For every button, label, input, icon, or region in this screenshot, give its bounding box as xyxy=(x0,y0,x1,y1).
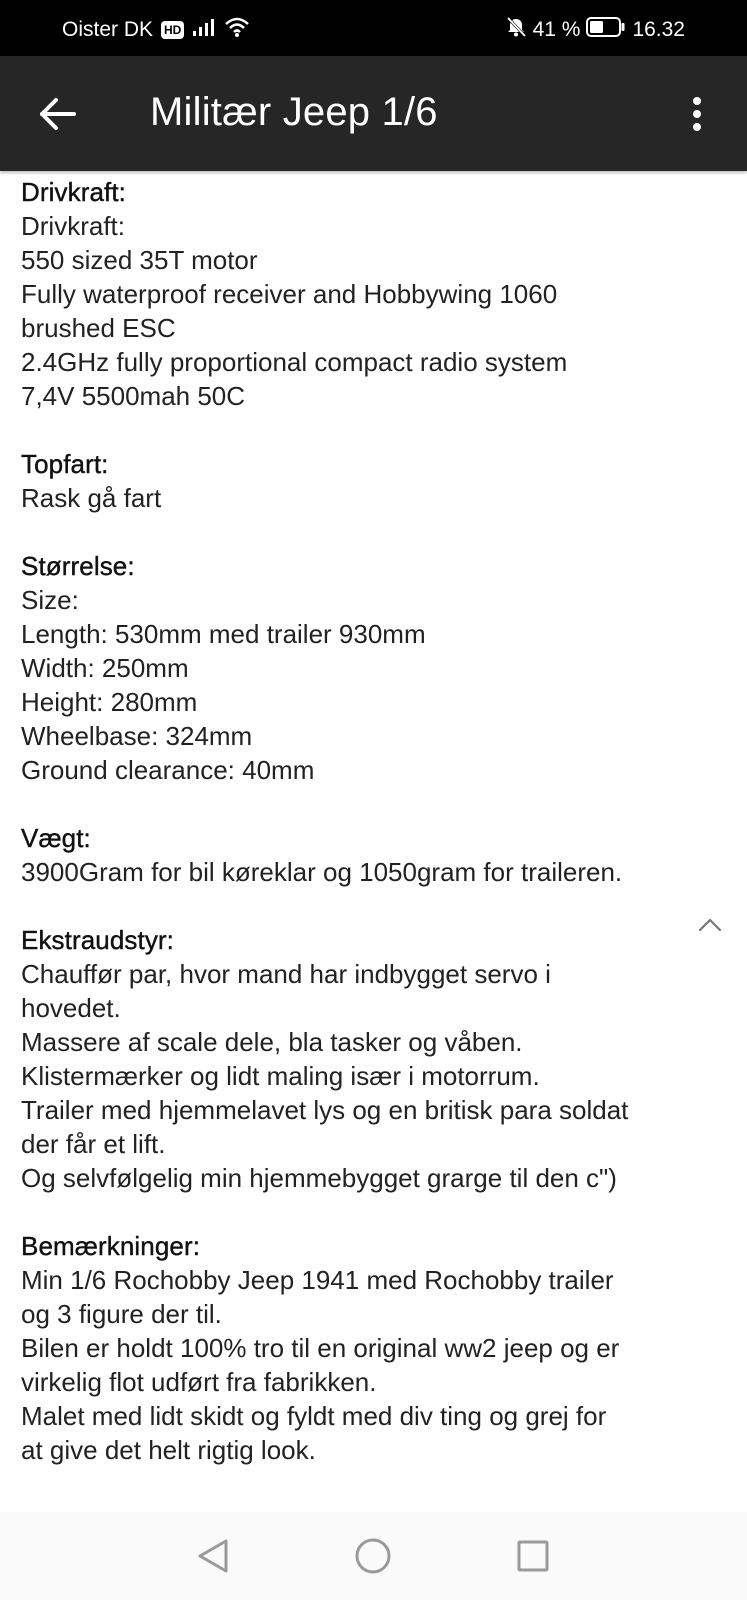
clock: 16.32 xyxy=(632,18,685,41)
hd-badge: HD xyxy=(161,21,184,39)
section-line: at give det helt rigtig look. xyxy=(21,1435,316,1465)
section-line: 3900Gram for bil køreklar og 1050gram for traileren. xyxy=(21,857,623,887)
section-line: Drivkraft: xyxy=(21,211,125,241)
back-button[interactable] xyxy=(36,92,80,136)
section-heading: Bemærkninger: xyxy=(21,1231,201,1261)
carrier-name: Oister DK xyxy=(62,18,154,41)
details-content xyxy=(21,175,711,1501)
app-bar xyxy=(0,56,747,171)
section-line: Size: xyxy=(21,585,79,615)
section-heading: Vægt: xyxy=(21,823,91,853)
section-heading: Topfart: xyxy=(21,449,109,479)
nav-recents-button[interactable] xyxy=(511,1534,555,1578)
section-line: 7,4V 5500mah 50C xyxy=(21,381,246,411)
section-line: Width: 250mm xyxy=(21,653,189,683)
section-line: Klistermærker og lidt maling især i motorrum. xyxy=(21,1061,540,1091)
system-nav-bar xyxy=(0,1512,747,1600)
section-line: og 3 figure der til. xyxy=(21,1299,222,1329)
section-line: 2.4GHz fully proportional compact radio system xyxy=(21,347,568,377)
section-topfart xyxy=(21,447,711,515)
section-line: der får et lift. xyxy=(21,1129,166,1159)
section-line: 550 sized 35T motor xyxy=(21,245,258,275)
more-vertical-icon xyxy=(691,96,703,132)
scroll-to-top-button[interactable] xyxy=(696,916,724,934)
section-line: Trailer med hjemmelavet lys og en britisk para soldat xyxy=(21,1095,629,1125)
section-heading: Ekstraudstyr: xyxy=(21,925,175,955)
signal-icon xyxy=(192,17,216,43)
battery-icon xyxy=(586,16,626,44)
status-right xyxy=(505,16,685,44)
section-line: Rask gå fart xyxy=(21,483,162,513)
status-bar xyxy=(0,0,747,56)
section-line: Min 1/6 Rochobby Jeep 1941 med Rochobby trailer xyxy=(21,1265,614,1295)
page-title: Militær Jeep 1/6 xyxy=(150,90,438,134)
section-line: brushed ESC xyxy=(21,313,176,343)
section-heading: Størrelse: xyxy=(21,551,135,581)
section-bemaerkninger xyxy=(21,1229,711,1467)
nav-home-icon xyxy=(354,1537,392,1575)
section-line: Height: 280mm xyxy=(21,687,198,717)
section-line: virkelig flot udført fra fabrikken. xyxy=(21,1367,377,1397)
section-heading: Drivkraft: xyxy=(21,177,126,207)
nav-recents-icon xyxy=(516,1539,550,1573)
section-line: Chauffør par, hvor mand har indbygget servo i xyxy=(21,959,551,989)
nav-back-button[interactable] xyxy=(191,1534,235,1578)
status-left xyxy=(62,16,250,44)
arrow-left-icon xyxy=(39,97,77,131)
section-line: Malet med lidt skidt og fyldt med div ting og grej for xyxy=(21,1401,607,1431)
overflow-menu-button[interactable] xyxy=(687,92,707,136)
wifi-icon xyxy=(224,16,250,44)
section-line: Fully waterproof receiver and Hobbywing 1060 xyxy=(21,279,558,309)
section-line: hovedet. xyxy=(21,993,121,1023)
section-line: Length: 530mm med trailer 930mm xyxy=(21,619,426,649)
section-stoerrelse xyxy=(21,549,711,787)
section-line: Og selvfølgelig min hjemmebygget grarge til den c") xyxy=(21,1163,617,1193)
nav-back-icon xyxy=(196,1538,230,1574)
section-line: Wheelbase: 324mm xyxy=(21,721,253,751)
nav-home-button[interactable] xyxy=(351,1534,395,1578)
section-drivkraft xyxy=(21,175,711,413)
section-line: Ground clearance: 40mm xyxy=(21,755,315,785)
battery-percent: 41 % xyxy=(532,18,581,41)
bell-muted-icon xyxy=(505,16,527,44)
section-vaegt xyxy=(21,821,711,889)
section-line: Bilen er holdt 100% tro til en original ww2 jeep og er xyxy=(21,1333,620,1363)
section-line: Massere af scale dele, bla tasker og våben. xyxy=(21,1027,523,1057)
chevron-up-icon xyxy=(697,917,723,933)
section-ekstraudstyr xyxy=(21,923,711,1195)
